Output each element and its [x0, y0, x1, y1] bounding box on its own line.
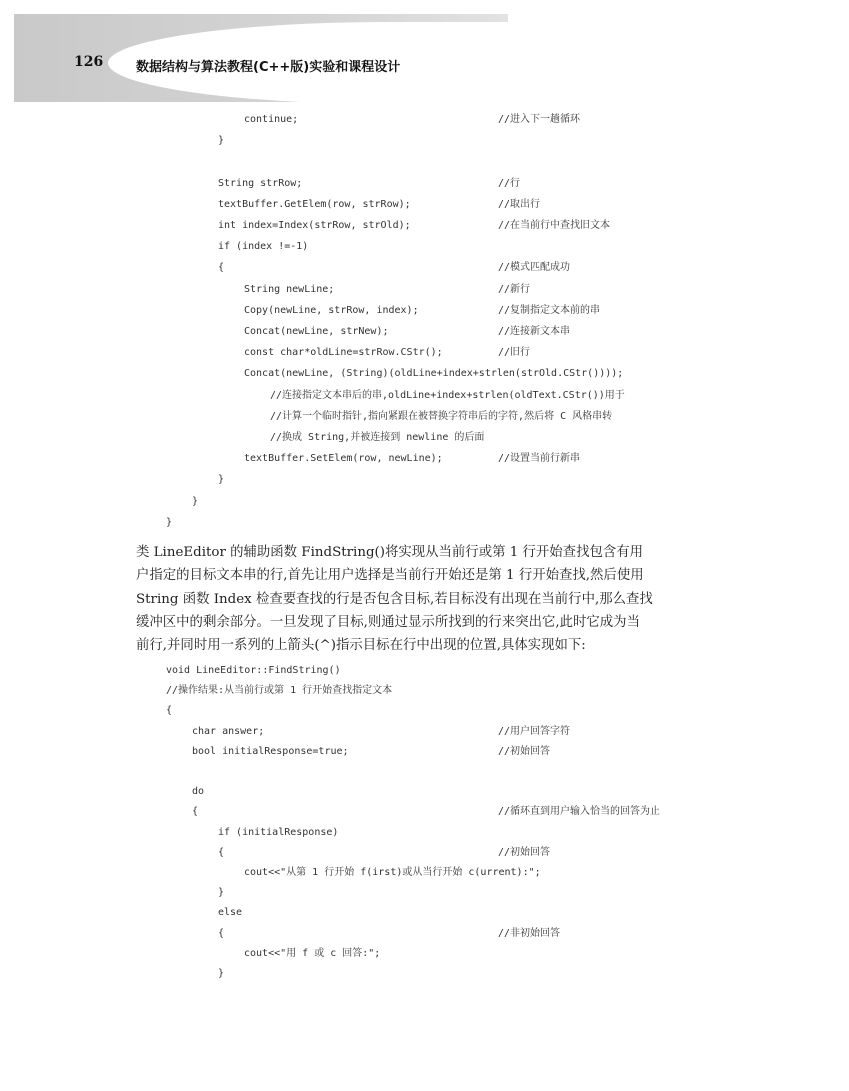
code-line: String newLine;: [244, 283, 335, 295]
code-line: {: [166, 705, 173, 717]
code-line: }: [218, 887, 225, 899]
code-line: }: [218, 474, 225, 486]
code-line: }: [218, 135, 225, 147]
code-comment: //初始回答: [498, 846, 551, 858]
code-comment: //连接新文本串: [498, 326, 571, 337]
code-line: continue;: [244, 114, 299, 125]
code-line: Copy(newLine, strRow, index);: [244, 304, 419, 316]
code-comment: //设置当前行新串: [498, 453, 581, 465]
code-line: if (initialResponse): [218, 826, 339, 838]
code-line: void LineEditor::FindString(): [166, 665, 341, 676]
page-number: 126: [74, 54, 104, 70]
paragraph-line: 类 LineEditor 的辅助函数 FindString()将实现从当前行或第 1 行开始查找包含有用: [136, 545, 644, 560]
code-line: {: [192, 806, 199, 818]
code-line: int index=Index(strRow, strOld);: [218, 220, 411, 231]
code-line: cout<<"用 f 或 c 回答:";: [244, 947, 381, 959]
code-line: {: [218, 927, 225, 939]
code-line: else: [218, 907, 243, 919]
code-line: }: [218, 968, 225, 979]
code-comment: //取出行: [498, 198, 541, 210]
code-comment: //复制指定文本前的串: [498, 304, 601, 316]
code-comment: //用户回答字符: [498, 725, 571, 737]
code-line: }: [166, 516, 173, 528]
code-line: //换成 String,并被连接到 newline 的后面: [270, 432, 485, 443]
paragraph-line: 户指定的目标文本串的行,首先让用户选择是当前行开始还是第 1 行开始查找,然后使用: [136, 568, 644, 584]
code-line: String strRow;: [218, 177, 303, 189]
code-comment: //循环直到用户输入恰当的回答为止: [498, 806, 661, 818]
code-line: bool initialResponse=true;: [192, 745, 349, 757]
paragraph-line: 缓冲区中的剩余部分。一旦发现了目标,则通过显示所找到的行来突出它,此时它成为当: [136, 614, 640, 630]
code-line: //计算一个临时指针,指向紧跟在被替换字符串后的字符,然后将 C 风格串转: [270, 410, 613, 422]
code-comment: //行: [498, 177, 521, 189]
code-line: Concat(newLine, strNew);: [244, 326, 389, 337]
code-line: }: [192, 495, 199, 507]
code-line: textBuffer.SetElem(row, newLine);: [244, 453, 443, 465]
code-line: {: [218, 262, 225, 274]
code-line: const char*oldLine=strRow.CStr();: [244, 347, 443, 359]
code-line: cout<<"从第 1 行开始 f(irst)或从当行开始 c(urrent):";: [244, 867, 541, 878]
code-line: textBuffer.GetElem(row, strRow);: [218, 198, 411, 210]
code-comment: //初始回答: [498, 745, 551, 757]
book-title: 数据结构与算法教程(C++版)实验和课程设计: [136, 60, 401, 75]
code-line: char answer;: [192, 725, 265, 737]
code-line: Concat(newLine, (String)(oldLine+index+strlen(strOld.CStr())));: [244, 368, 624, 380]
code-comment: //旧行: [498, 347, 531, 359]
paragraph-line: 前行,并同时用一系列的上箭头(^)指示目标在行中出现的位置,具体实现如下:: [136, 638, 586, 654]
code-comment: //非初始回答: [498, 927, 561, 939]
code-line: //连接指定文本串后的串,oldLine+index+strlen(oldText.CStr())用于: [270, 389, 625, 401]
code-line: if (index !=-1): [218, 241, 309, 253]
body-paragraph: [136, 541, 715, 657]
paragraph-line: String 函数 Index 检查要查找的行是否包含目标,若目标没有出现在当前行中,那么查找: [136, 591, 653, 607]
code-line: do: [192, 786, 205, 798]
code-line: {: [218, 846, 225, 858]
code-comment: //在当前行中查找旧文本: [498, 220, 611, 231]
code-comment: //进入下一趟循环: [498, 114, 581, 125]
code-comment: //新行: [498, 283, 531, 295]
code-comment: //模式匹配成功: [498, 262, 571, 274]
code-line: //操作结果:从当前行或第 1 行开始查找指定文本: [166, 685, 393, 697]
